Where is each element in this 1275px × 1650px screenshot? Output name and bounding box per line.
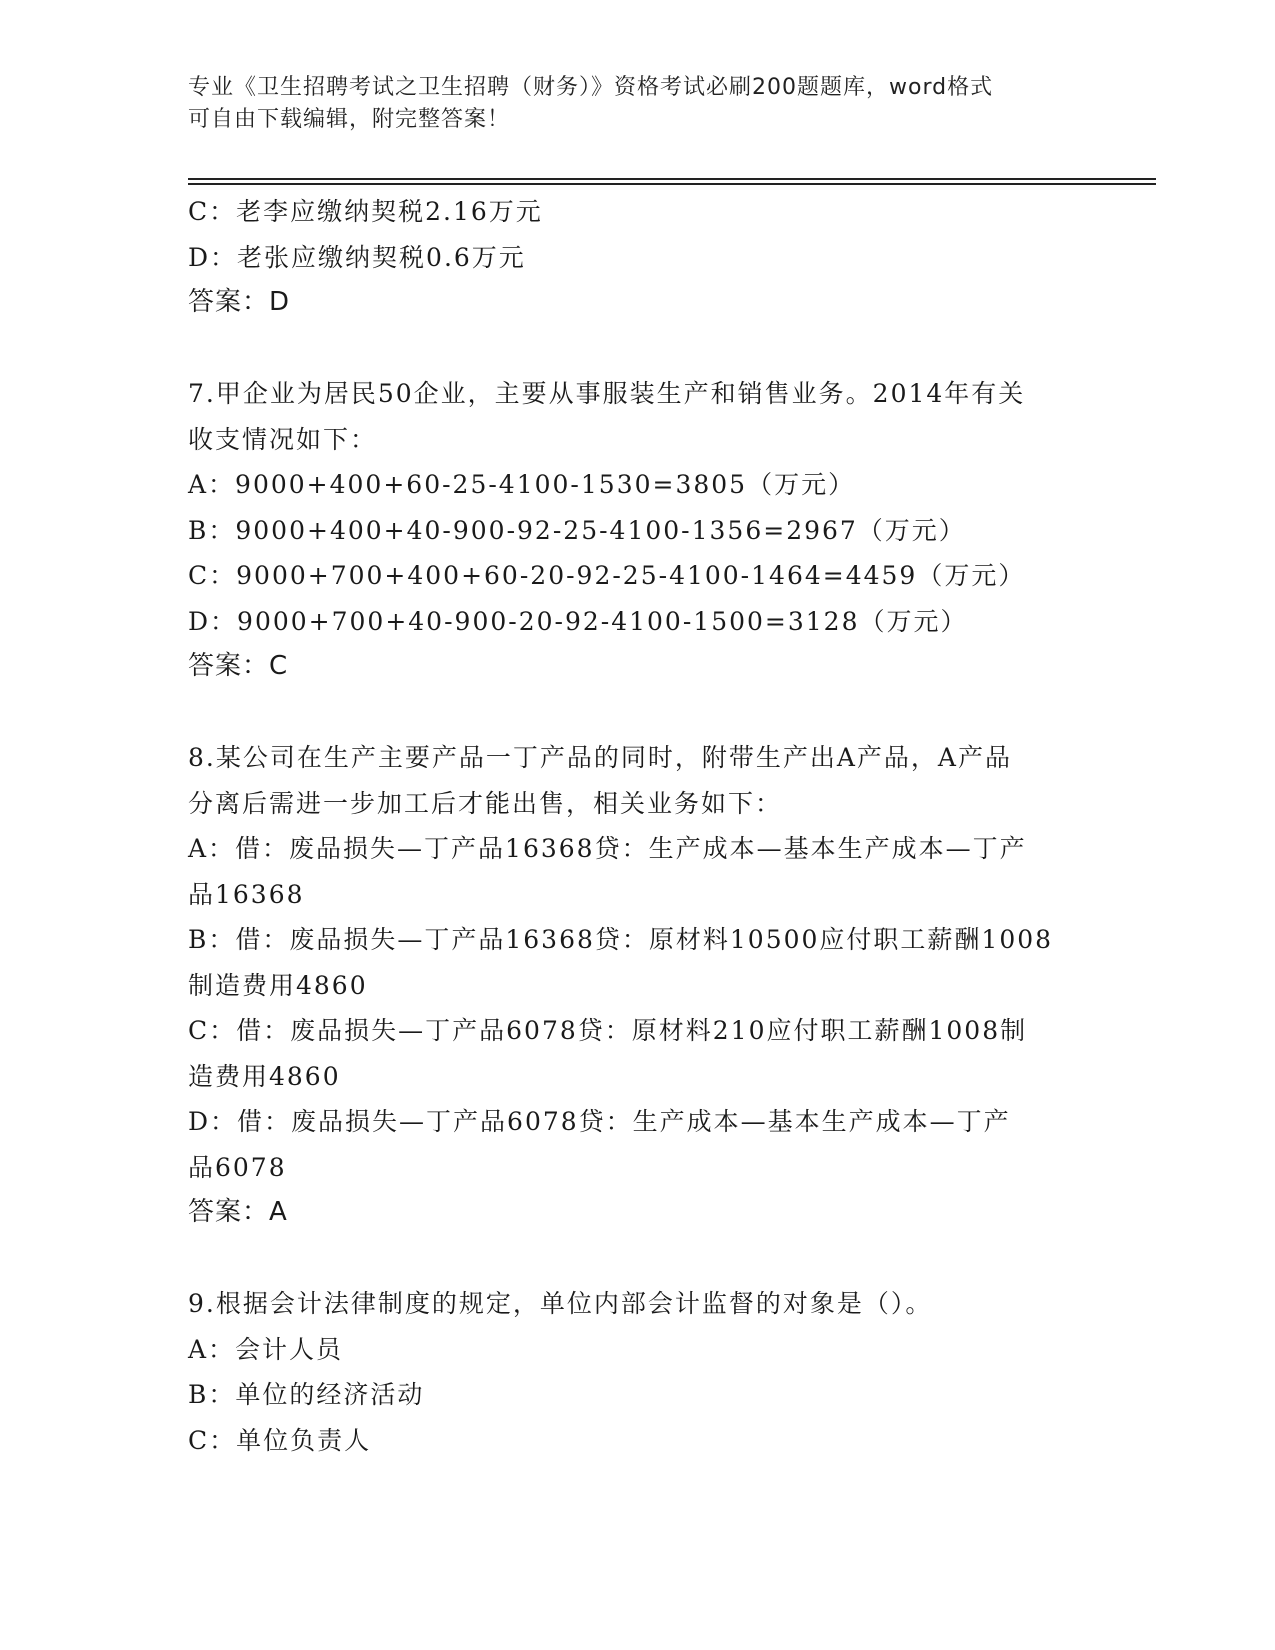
q8-option-b-line-1: B：借：废品损失—丁产品16368贷：原材料10500应付职工薪酬1008 <box>188 925 1054 954</box>
header-line-2: 可自由下载编辑，附完整答案！ <box>188 107 511 132</box>
q8-option-d-line-2: 品6078 <box>188 1152 287 1182</box>
q7-stem-line-1: 7.甲企业为居民50企业，主要从事服装生产和销售业务。2014年有关 <box>188 379 1026 408</box>
q7-stem-line-2: 收支情况如下： <box>188 424 378 454</box>
q8-stem-line-1: 8.某公司在生产主要产品一丁产品的同时，附带生产出A产品，A产品 <box>188 743 1012 772</box>
spacer <box>188 690 1088 736</box>
question-content <box>188 189 1088 1463</box>
q9-option-a: A：会计人员 <box>188 1334 344 1364</box>
q9-stem: 9.根据会计法律制度的规定，单位内部会计监督的对象是（）。 <box>188 1289 933 1318</box>
q8-stem-line-2: 分离后需进一步加工后才能出售，相关业务如下： <box>188 788 783 818</box>
q7-answer: 答案：C <box>188 651 289 681</box>
q6-option-d: D：老张应缴纳契税0.6万元 <box>188 242 526 272</box>
q6-answer: 答案：D <box>188 287 291 317</box>
q8-answer: 答案：A <box>188 1197 288 1227</box>
q9-option-c: C：单位负责人 <box>188 1425 372 1455</box>
header-rule-top <box>188 178 1156 180</box>
q8-option-a-line-2: 品16368 <box>188 879 305 909</box>
q6-option-c: C：老李应缴纳契税2.16万元 <box>188 197 543 226</box>
q8-option-d-line-1: D：借：废品损失—丁产品6078贷：生产成本—基本生产成本—丁产 <box>188 1107 1011 1136</box>
q7-option-b: B：9000+400+40-900-92-25-4100-1356=2967（万元） <box>188 515 966 545</box>
q8-option-c-line-1: C：借：废品损失—丁产品6078贷：原材料210应付职工薪酬1008制 <box>188 1016 1028 1045</box>
q8-option-c-line-2: 造费用4860 <box>188 1061 341 1091</box>
q7-option-a: A：9000+400+60-25-4100-1530=3805（万元） <box>188 470 856 499</box>
q7-option-d: D：9000+700+40-900-20-92-4100-1500=3128（万元） <box>188 606 968 636</box>
spacer <box>188 1236 1088 1282</box>
spacer <box>188 326 1088 372</box>
header-rule-bottom <box>188 183 1156 185</box>
q8-option-a-line-1: A：借：废品损失—丁产品16368贷：生产成本—基本生产成本—丁产 <box>188 834 1027 863</box>
document-header <box>188 72 1088 136</box>
q9-option-b: B：单位的经济活动 <box>188 1380 425 1409</box>
q8-option-b-line-2: 制造费用4860 <box>188 970 368 1000</box>
header-line-1: 专业《卫生招聘考试之卫生招聘（财务）》资格考试必刷200题题库，word格式 <box>188 75 994 100</box>
q7-option-c: C：9000+700+400+60-20-92-25-4100-1464=4459（万元） <box>188 561 1026 590</box>
